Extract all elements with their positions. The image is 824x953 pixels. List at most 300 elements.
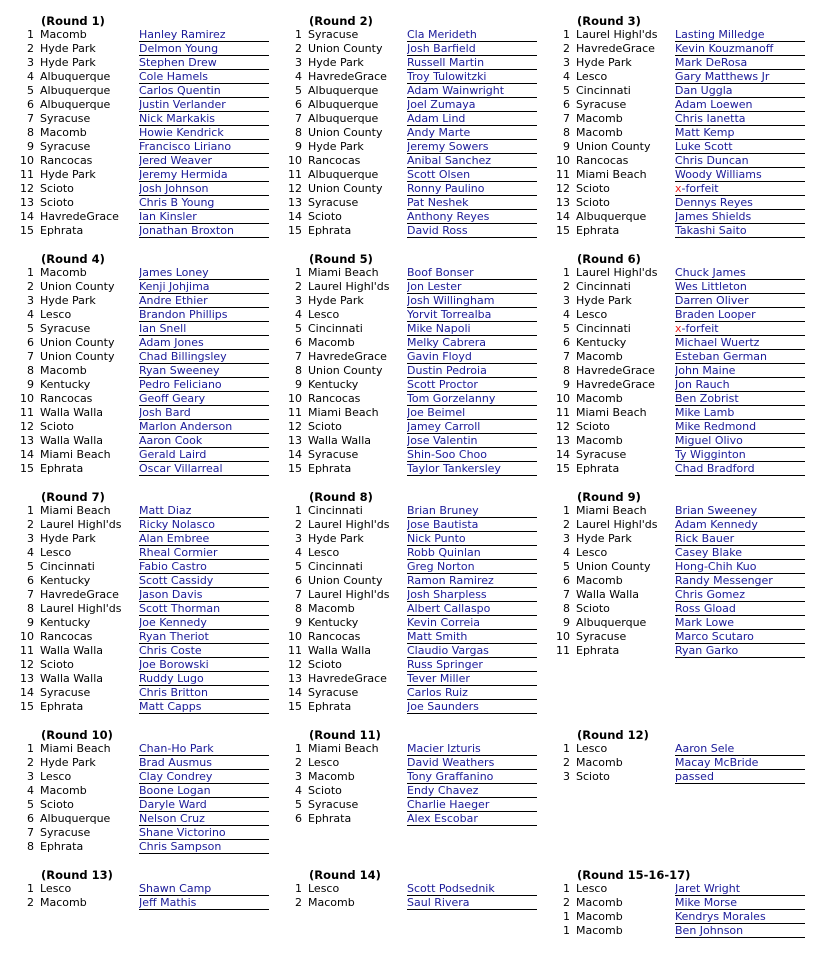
player-name[interactable]: Delmon Young — [139, 42, 269, 56]
player-name[interactable]: Oscar Villarreal — [139, 462, 269, 476]
pick-row — [268, 350, 538, 364]
player-name[interactable]: Shawn Camp — [139, 882, 269, 896]
player-name[interactable]: Adam Loewen — [675, 98, 805, 112]
player-name[interactable]: Nelson Cruz — [139, 812, 269, 826]
player-name[interactable]: Matt Capps — [139, 700, 269, 714]
player-name[interactable] — [675, 322, 805, 336]
player-name[interactable]: Shane Victorino — [139, 826, 269, 840]
pick-number: 4 — [27, 546, 34, 559]
forfeit-marker: x — [675, 322, 682, 335]
player-name[interactable]: Chad Bradford — [675, 462, 805, 476]
player-name[interactable]: Gavin Floyd — [407, 350, 537, 364]
player-name[interactable]: Pat Neshek — [407, 196, 537, 210]
player-name[interactable]: Kenji Johjima — [139, 280, 269, 294]
player-name[interactable]: Stephen Drew — [139, 56, 269, 70]
pick-number: 1 — [295, 742, 302, 755]
player-name[interactable]: Gary Matthews Jr — [675, 70, 805, 84]
pick-row — [0, 546, 270, 560]
pick-number: 9 — [295, 140, 302, 153]
pick-row — [268, 644, 538, 658]
player-name[interactable]: Hong-Chih Kuo — [675, 560, 805, 574]
team-name: Walla Walla — [308, 434, 372, 447]
pick-row — [536, 294, 806, 308]
player-name[interactable]: Russell Martin — [407, 56, 537, 70]
pick-row — [268, 392, 538, 406]
player-name[interactable]: Carlos Quentin — [139, 84, 269, 98]
team-name: Ephrata — [40, 700, 84, 713]
player-name[interactable]: Melky Cabrera — [407, 336, 537, 350]
player-name[interactable]: Ian Snell — [139, 322, 269, 336]
pick-row — [268, 70, 538, 84]
player-name[interactable]: Chris B Young — [139, 196, 269, 210]
pick-row — [0, 266, 270, 280]
team-name: Albuquerque — [308, 168, 379, 181]
player-name[interactable]: Matt Smith — [407, 630, 537, 644]
pick-row — [536, 770, 806, 784]
team-name: Walla Walla — [40, 434, 104, 447]
player-name[interactable]: Tom Gorzelanny — [407, 392, 537, 406]
team-name: Ephrata — [308, 462, 352, 475]
team-name: Kentucky — [308, 616, 359, 629]
team-name: Macomb — [576, 756, 623, 769]
player-name[interactable]: Lasting Milledge — [675, 28, 805, 42]
player-name[interactable]: Greg Norton — [407, 560, 537, 574]
player-name[interactable]: Braden Looper — [675, 308, 805, 322]
pick-row — [0, 434, 270, 448]
player-name[interactable]: Andy Marte — [407, 126, 537, 140]
team-name: Cincinnati — [308, 322, 363, 335]
player-name[interactable]: Casey Blake — [675, 546, 805, 560]
team-name: Hyde Park — [40, 42, 96, 55]
pick-number: 4 — [295, 546, 302, 559]
forfeit-label: -forfeit — [681, 182, 719, 195]
pick-number: 7 — [27, 350, 34, 363]
player-name[interactable]: Daryle Ward — [139, 798, 269, 812]
player-name[interactable]: Darren Oliver — [675, 294, 805, 308]
player-name[interactable]: Chad Billingsley — [139, 350, 269, 364]
pick-row — [0, 560, 270, 574]
player-name[interactable]: Woody Williams — [675, 168, 805, 182]
player-name[interactable]: Mike Morse — [675, 896, 805, 910]
pick-row — [268, 798, 538, 812]
player-name[interactable]: Miguel Olivo — [675, 434, 805, 448]
pick-row — [268, 770, 538, 784]
pick-number: 12 — [288, 420, 302, 433]
pick-number: 6 — [295, 336, 302, 349]
pick-number: 6 — [563, 574, 570, 587]
pick-number: 11 — [20, 168, 34, 181]
pick-number: 10 — [288, 392, 302, 405]
player-name[interactable]: passed — [675, 770, 805, 784]
player-name[interactable]: Dustin Pedroia — [407, 364, 537, 378]
player-name[interactable]: Andre Ethier — [139, 294, 269, 308]
player-name[interactable]: Francisco Liriano — [139, 140, 269, 154]
player-name[interactable]: Hanley Ramirez — [139, 28, 269, 42]
player-name[interactable]: Rheal Cormier — [139, 546, 269, 560]
player-name[interactable]: Ryan Theriot — [139, 630, 269, 644]
pick-row — [536, 644, 806, 658]
team-name: Ephrata — [40, 840, 84, 853]
player-name[interactable]: Marco Scutaro — [675, 630, 805, 644]
team-name: Hyde Park — [576, 532, 632, 545]
player-name[interactable]: Chris Gomez — [675, 588, 805, 602]
team-name: Syracuse — [576, 98, 627, 111]
team-name: Scioto — [40, 182, 74, 195]
team-name: Macomb — [576, 392, 623, 405]
pick-row — [0, 168, 270, 182]
player-name[interactable]: Taylor Tankersley — [407, 462, 537, 476]
player-name[interactable]: Joe Borowski — [139, 658, 269, 672]
pick-row — [0, 770, 270, 784]
pick-number: 13 — [556, 196, 570, 209]
player-name[interactable]: Chan-Ho Park — [139, 742, 269, 756]
pick-number: 1 — [295, 28, 302, 41]
pick-row — [0, 574, 270, 588]
player-name[interactable]: Nick Punto — [407, 532, 537, 546]
player-name[interactable]: Brian Bruney — [407, 504, 537, 518]
player-name[interactable]: Scott Proctor — [407, 378, 537, 392]
player-name[interactable]: Fabio Castro — [139, 560, 269, 574]
pick-number: 14 — [288, 686, 302, 699]
player-name[interactable]: Brian Sweeney — [675, 504, 805, 518]
player-name[interactable]: Ryan Garko — [675, 644, 805, 658]
pick-number: 11 — [556, 168, 570, 181]
player-name[interactable]: Luke Scott — [675, 140, 805, 154]
player-name[interactable]: Boof Bonser — [407, 266, 537, 280]
player-name[interactable]: Tony Graffanino — [407, 770, 537, 784]
pick-row — [268, 882, 538, 896]
player-name[interactable]: Saul Rivera — [407, 896, 537, 910]
player-name[interactable]: Ty Wigginton — [675, 448, 805, 462]
team-name: Macomb — [576, 112, 623, 125]
pick-number: 7 — [27, 826, 34, 839]
player-name[interactable]: Chris Duncan — [675, 154, 805, 168]
player-name[interactable]: Aaron Sele — [675, 742, 805, 756]
team-name: Macomb — [576, 350, 623, 363]
player-name[interactable]: Marlon Anderson — [139, 420, 269, 434]
pick-row — [0, 364, 270, 378]
team-name: Scioto — [576, 196, 610, 209]
team-name: Rancocas — [308, 630, 361, 643]
pick-number: 12 — [288, 182, 302, 195]
player-name[interactable]: Esteban German — [675, 350, 805, 364]
player-name[interactable]: Joe Beimel — [407, 406, 537, 420]
player-name[interactable]: Ross Gload — [675, 602, 805, 616]
pick-row — [0, 896, 270, 910]
pick-number: 15 — [20, 700, 34, 713]
player-name[interactable]: Gerald Laird — [139, 448, 269, 462]
team-name: Albuquerque — [40, 84, 111, 97]
player-name[interactable]: Mike Redmond — [675, 420, 805, 434]
player-name[interactable]: Jaret Wright — [675, 882, 805, 896]
player-name[interactable]: Josh Sharpless — [407, 588, 537, 602]
player-name[interactable]: Brad Ausmus — [139, 756, 269, 770]
player-name[interactable]: Matt Diaz — [139, 504, 269, 518]
player-name[interactable]: Matt Kemp — [675, 126, 805, 140]
pick-number: 7 — [563, 588, 570, 601]
pick-row — [268, 154, 538, 168]
player-name[interactable]: Alex Escobar — [407, 812, 537, 826]
player-name[interactable]: Jamey Carroll — [407, 420, 537, 434]
player-name[interactable]: Jonathan Broxton — [139, 224, 269, 238]
player-name[interactable]: Chuck James — [675, 266, 805, 280]
pick-row — [536, 378, 806, 392]
player-name[interactable]: Geoff Geary — [139, 392, 269, 406]
pick-row — [0, 182, 270, 196]
team-name: Miami Beach — [576, 168, 647, 181]
player-name[interactable]: Jason Davis — [139, 588, 269, 602]
pick-number: 1 — [27, 504, 34, 517]
pick-number: 14 — [20, 448, 34, 461]
pick-row — [0, 42, 270, 56]
pick-row — [0, 798, 270, 812]
team-name: Scioto — [40, 658, 74, 671]
pick-number: 6 — [27, 574, 34, 587]
player-name[interactable]: Jon Rauch — [675, 378, 805, 392]
round-title: (Round 10) — [41, 728, 113, 742]
team-name: Laurel Highl'ds — [308, 518, 390, 531]
pick-row — [268, 84, 538, 98]
player-name[interactable]: Cole Hamels — [139, 70, 269, 84]
pick-row — [536, 588, 806, 602]
team-name: Ephrata — [576, 224, 620, 237]
pick-number: 10 — [288, 630, 302, 643]
player-name[interactable]: Dan Uggla — [675, 84, 805, 98]
player-name[interactable]: James Loney — [139, 266, 269, 280]
pick-number: 15 — [288, 700, 302, 713]
player-name[interactable]: Adam Lind — [407, 112, 537, 126]
player-name[interactable]: Chris Britton — [139, 686, 269, 700]
team-name: Kentucky — [40, 616, 91, 629]
pick-row — [0, 392, 270, 406]
round-title: (Round 11) — [309, 728, 381, 742]
team-name: Albuquerque — [40, 812, 111, 825]
team-name: Macomb — [40, 896, 87, 909]
player-name[interactable]: Mark DeRosa — [675, 56, 805, 70]
player-name[interactable]: Scott Podsednik — [407, 882, 537, 896]
player-name[interactable]: Robb Quinlan — [407, 546, 537, 560]
player-name[interactable]: Jeff Mathis — [139, 896, 269, 910]
player-name[interactable]: Ramon Ramirez — [407, 574, 537, 588]
player-name[interactable]: Takashi Saito — [675, 224, 805, 238]
team-name: Cincinnati — [576, 280, 631, 293]
team-name: Ephrata — [308, 224, 352, 237]
player-name[interactable]: Cla Merideth — [407, 28, 537, 42]
team-name: Albuquerque — [40, 98, 111, 111]
player-name[interactable]: Wes Littleton — [675, 280, 805, 294]
pick-number: 3 — [27, 770, 34, 783]
pick-row — [536, 910, 806, 924]
player-name[interactable]: Howie Kendrick — [139, 126, 269, 140]
pick-row — [268, 308, 538, 322]
player-name[interactable]: Ian Kinsler — [139, 210, 269, 224]
team-name: Rancocas — [40, 630, 93, 643]
round-title: (Round 9) — [577, 490, 641, 504]
player-name[interactable]: Ricky Nolasco — [139, 518, 269, 532]
player-name[interactable]: Macier Izturis — [407, 742, 537, 756]
team-name: HavredeGrace — [40, 210, 119, 223]
pick-number: 9 — [563, 378, 570, 391]
team-name: Lesco — [576, 742, 608, 755]
player-name[interactable]: Josh Johnson — [139, 182, 269, 196]
pick-row — [268, 574, 538, 588]
pick-number: 9 — [27, 616, 34, 629]
pick-number: 1 — [563, 910, 570, 923]
team-name: Hyde Park — [308, 56, 364, 69]
player-name[interactable]: Boone Logan — [139, 784, 269, 798]
player-name[interactable] — [675, 182, 805, 196]
team-name: HavredeGrace — [576, 378, 655, 391]
player-name[interactable]: Ruddy Lugo — [139, 672, 269, 686]
pick-row — [0, 686, 270, 700]
pick-number: 5 — [295, 84, 302, 97]
player-name[interactable]: Adam Wainwright — [407, 84, 537, 98]
player-name[interactable]: Joe Saunders — [407, 700, 537, 714]
pick-number: 1 — [27, 28, 34, 41]
player-name[interactable]: Josh Willingham — [407, 294, 537, 308]
player-name[interactable]: Troy Tulowitzki — [407, 70, 537, 84]
player-name[interactable]: Ronny Paulino — [407, 182, 537, 196]
pick-row — [536, 168, 806, 182]
team-name: Miami Beach — [308, 266, 379, 279]
player-name[interactable]: Anibal Sanchez — [407, 154, 537, 168]
player-name[interactable]: Carlos Ruiz — [407, 686, 537, 700]
pick-row — [0, 882, 270, 896]
player-name[interactable]: Adam Jones — [139, 336, 269, 350]
team-name: Lesco — [40, 770, 72, 783]
player-name[interactable]: Josh Barfield — [407, 42, 537, 56]
player-name[interactable]: Russ Springer — [407, 658, 537, 672]
team-name: Rancocas — [40, 392, 93, 405]
player-name[interactable]: Chris Ianetta — [675, 112, 805, 126]
team-name: Syracuse — [40, 322, 91, 335]
pick-row — [268, 266, 538, 280]
player-name[interactable]: Albert Callaspo — [407, 602, 537, 616]
pick-row — [536, 756, 806, 770]
player-name[interactable]: Ben Johnson — [675, 924, 805, 938]
pick-number: 2 — [295, 896, 302, 909]
player-name[interactable]: James Shields — [675, 210, 805, 224]
player-name[interactable]: Mark Lowe — [675, 616, 805, 630]
team-name: Scioto — [576, 602, 610, 615]
player-name[interactable]: Michael Wuertz — [675, 336, 805, 350]
pick-row — [268, 896, 538, 910]
player-name[interactable]: Endy Chavez — [407, 784, 537, 798]
pick-number: 3 — [295, 770, 302, 783]
player-name[interactable]: Shin-Soo Choo — [407, 448, 537, 462]
team-name: Hyde Park — [40, 532, 96, 545]
player-name[interactable]: Brandon Phillips — [139, 308, 269, 322]
team-name: Union County — [308, 182, 383, 195]
pick-number: 10 — [556, 392, 570, 405]
player-name[interactable]: Scott Thorman — [139, 602, 269, 616]
player-name[interactable]: David Weathers — [407, 756, 537, 770]
round-title: (Round 12) — [577, 728, 649, 742]
player-name[interactable]: Randy Messenger — [675, 574, 805, 588]
player-name[interactable]: Justin Verlander — [139, 98, 269, 112]
player-name[interactable]: Joe Kennedy — [139, 616, 269, 630]
player-name[interactable]: Alan Embree — [139, 532, 269, 546]
pick-row — [536, 98, 806, 112]
player-name[interactable]: Adam Kennedy — [675, 518, 805, 532]
pick-number: 2 — [27, 896, 34, 909]
player-name[interactable]: Jose Valentin — [407, 434, 537, 448]
team-name: Scioto — [308, 210, 342, 223]
team-name: HavredeGrace — [308, 672, 387, 685]
player-name[interactable]: Clay Condrey — [139, 770, 269, 784]
player-name[interactable]: Chris Coste — [139, 644, 269, 658]
team-name: Ephrata — [308, 812, 352, 825]
player-name[interactable]: Jeremy Sowers — [407, 140, 537, 154]
player-name[interactable]: Joel Zumaya — [407, 98, 537, 112]
pick-number: 4 — [563, 546, 570, 559]
pick-row — [536, 546, 806, 560]
player-name[interactable]: Scott Olsen — [407, 168, 537, 182]
pick-row — [268, 294, 538, 308]
player-name[interactable]: David Ross — [407, 224, 537, 238]
pick-number: 15 — [288, 224, 302, 237]
player-name[interactable]: Kevin Kouzmanoff — [675, 42, 805, 56]
player-name[interactable]: Mike Lamb — [675, 406, 805, 420]
player-name[interactable]: Josh Bard — [139, 406, 269, 420]
pick-row — [536, 924, 806, 938]
player-name[interactable]: Jon Lester — [407, 280, 537, 294]
pick-number: 15 — [556, 462, 570, 475]
team-name: Macomb — [40, 364, 87, 377]
player-name[interactable]: Kevin Correia — [407, 616, 537, 630]
pick-number: 6 — [27, 812, 34, 825]
pick-number: 14 — [20, 210, 34, 223]
player-name[interactable]: Jeremy Hermida — [139, 168, 269, 182]
player-name[interactable]: Aaron Cook — [139, 434, 269, 448]
player-name[interactable]: Kendrys Morales — [675, 910, 805, 924]
player-name[interactable]: Mike Napoli — [407, 322, 537, 336]
pick-number: 15 — [288, 462, 302, 475]
player-name[interactable]: Nick Markakis — [139, 112, 269, 126]
player-name[interactable]: Claudio Vargas — [407, 644, 537, 658]
player-name[interactable]: Ben Zobrist — [675, 392, 805, 406]
player-name[interactable]: Tever Miller — [407, 672, 537, 686]
pick-row — [536, 308, 806, 322]
pick-row — [536, 406, 806, 420]
player-name[interactable]: Jered Weaver — [139, 154, 269, 168]
player-name[interactable]: Anthony Reyes — [407, 210, 537, 224]
player-name[interactable]: Scott Cassidy — [139, 574, 269, 588]
player-name[interactable]: Charlie Haeger — [407, 798, 537, 812]
pick-number: 10 — [20, 630, 34, 643]
player-name[interactable]: Macay McBride — [675, 756, 805, 770]
team-name: Albuquerque — [576, 616, 647, 629]
team-name: Rancocas — [576, 154, 629, 167]
player-name[interactable]: Dennys Reyes — [675, 196, 805, 210]
pick-row — [268, 812, 538, 826]
player-name[interactable]: Rick Bauer — [675, 532, 805, 546]
pick-row — [268, 336, 538, 350]
player-name[interactable]: John Maine — [675, 364, 805, 378]
player-name[interactable]: Ryan Sweeney — [139, 364, 269, 378]
pick-row — [0, 350, 270, 364]
pick-number: 5 — [563, 84, 570, 97]
player-name[interactable]: Yorvit Torrealba — [407, 308, 537, 322]
player-name[interactable]: Chris Sampson — [139, 840, 269, 854]
player-name[interactable]: Jose Bautista — [407, 518, 537, 532]
pick-number: 2 — [295, 42, 302, 55]
pick-row — [268, 700, 538, 714]
pick-number: 1 — [27, 742, 34, 755]
team-name: Hyde Park — [308, 140, 364, 153]
player-name[interactable]: Pedro Feliciano — [139, 378, 269, 392]
pick-number: 5 — [563, 322, 570, 335]
